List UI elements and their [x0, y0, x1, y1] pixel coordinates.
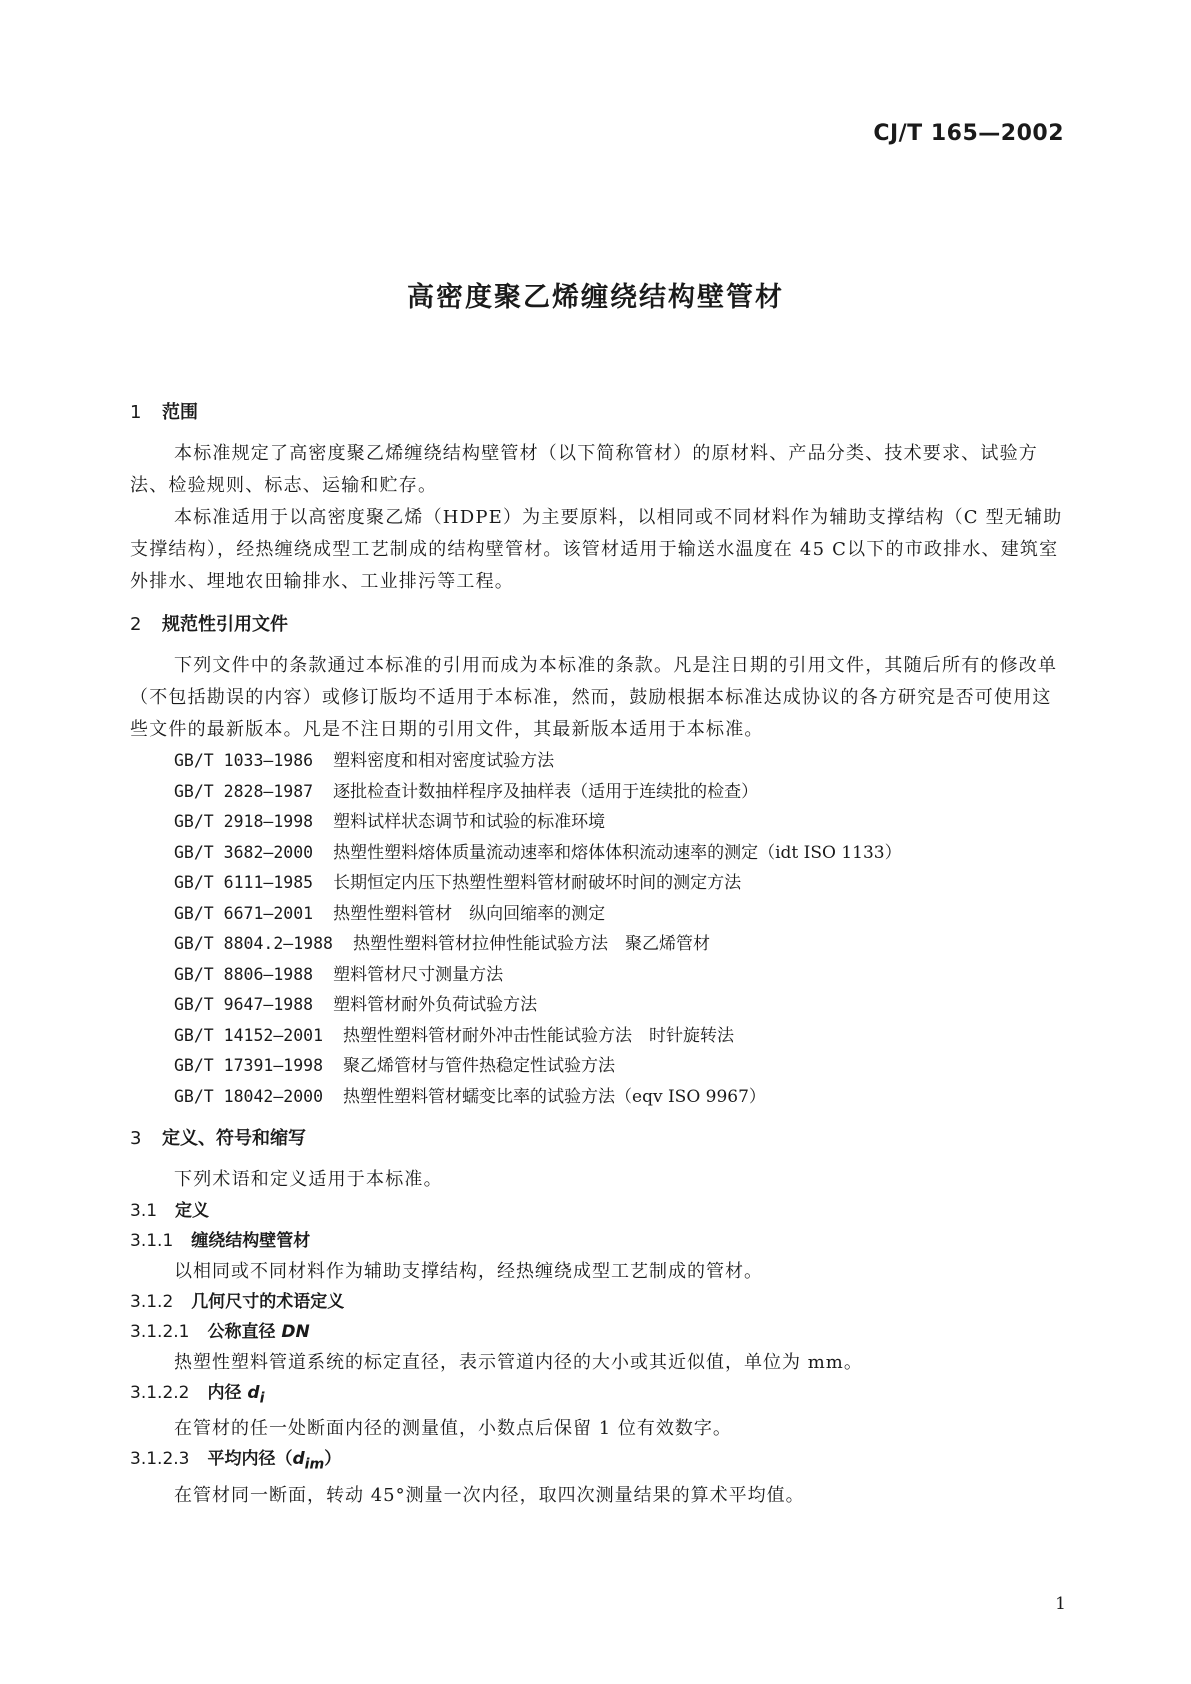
clause-3-1-heading — [130, 1196, 1070, 1226]
clause-title: 内径 — [207, 1383, 248, 1403]
document-title: 高密度聚乙烯缠绕结构壁管材 — [407, 282, 784, 313]
clause-3-1-2-3-body: 在管材同一断面，转动 45°测量一次内径，取四次测量结果的算术平均值。 — [174, 1484, 805, 1506]
reference-item — [174, 1051, 1070, 1082]
section-number: 3 — [130, 1128, 142, 1149]
reference-code: GB/T 17391—1998 — [174, 1056, 324, 1075]
reference-title: 热塑性塑料管材拉伸性能试验方法 聚乙烯管材 — [352, 934, 710, 954]
reference-list — [174, 746, 1070, 1112]
clause-title: 平均内径（ — [207, 1449, 293, 1470]
reference-title: 塑料管材尺寸测量方法 — [333, 964, 504, 985]
standard-number: CJ/T 165—2002 — [873, 121, 1064, 146]
clause-symbol: d — [292, 1449, 305, 1470]
clause-symbol-subscript: im — [304, 1456, 325, 1473]
reference-item — [174, 1021, 1070, 1052]
reference-title: 塑料管材耐外负荷试验方法 — [333, 995, 538, 1015]
reference-code: GB/T 18042—2000 — [174, 1086, 324, 1106]
reference-title: 聚乙烯管材与管件热稳定性试验方法 — [343, 1056, 616, 1076]
clause-number: 3.1.2.3 — [130, 1449, 190, 1470]
clause-symbol: DN — [281, 1322, 310, 1342]
section-title: 定义、符号和缩写 — [162, 1128, 306, 1149]
reference-item — [174, 868, 1070, 899]
section-1-heading — [130, 398, 1070, 428]
reference-code: GB/T 14152—2001 — [174, 1025, 324, 1045]
clause-3-1-2-1-heading — [130, 1317, 1070, 1347]
clause-3-1-2-3-heading — [130, 1444, 1070, 1479]
reference-code: GB/T 6111—1985 — [174, 873, 314, 892]
reference-title: 长期恒定内压下热塑性塑料管材耐破坏时间的测定方法 — [333, 873, 742, 893]
clause-3-1-1-heading — [130, 1226, 1070, 1256]
reference-code: GB/T 6671—2001 — [174, 903, 314, 923]
section-number: 2 — [130, 614, 142, 635]
clause-3-1-2-2-heading — [130, 1378, 1070, 1413]
reference-title: 热塑性塑料管材蠕变比率的试验方法（eqv ISO 9967） — [343, 1086, 766, 1107]
section-3-paragraph-1: 下列术语和定义适用于本标准。 — [174, 1169, 443, 1190]
reference-item — [174, 929, 1070, 960]
clause-number: 3.1.2.2 — [130, 1383, 190, 1403]
clause-title: 公称直径 — [207, 1322, 282, 1342]
clause-3-1-2-heading — [130, 1287, 1070, 1317]
reference-title: 热塑性塑料管材 纵向回缩率的测定 — [333, 903, 606, 924]
clause-symbol: d — [247, 1383, 260, 1403]
reference-item — [174, 777, 1070, 808]
reference-title: 热塑性塑料管材耐外冲击性能试验方法 时针旋转法 — [343, 1025, 735, 1046]
section-1-paragraph-2: 本标准适用于以高密度聚乙烯（HDPE）为主要原料，以相同或不同材料作为辅助支撑结构（C 型无辅助支撑结构），经热缠绕成型工艺制成的结构壁管材。该管材适用于输送水温度在 45 C以下的市政排水、建筑室外排水、埋地农田输排水、工业排污等工程。 — [130, 507, 1063, 592]
section-2-paragraph-1: 下列文件中的条款通过本标准的引用而成为本标准的条款。凡是注日期的引用文件，其随后所有的修改单（不包括勘误的内容）或修订版均不适用于本标准，然而，鼓励根据本标准达成协议的各方研究是否可使用这些文件的最新版本。凡是不注日期的引用文件，其最新版本适用于本标准。 — [130, 655, 1058, 740]
section-title: 规范性引用文件 — [162, 614, 288, 635]
reference-item — [174, 746, 1070, 777]
clause-title: 定义 — [175, 1201, 210, 1221]
reference-code: GB/T 2918—1998 — [174, 812, 314, 831]
reference-code: GB/T 8806—1988 — [174, 964, 314, 984]
reference-title: 热塑性塑料熔体质量流动速率和熔体体积流动速率的测定（idt ISO 1133） — [333, 842, 902, 863]
reference-item — [174, 1082, 1070, 1113]
clause-title: 缠绕结构壁管材 — [191, 1231, 311, 1251]
reference-item — [174, 960, 1070, 991]
clause-title-close: ） — [324, 1449, 342, 1470]
document-body — [130, 398, 1070, 1511]
reference-code: GB/T 3682—2000 — [174, 842, 314, 862]
clause-symbol-subscript: i — [259, 1390, 265, 1407]
clause-3-1-2-2-body: 在管材的任一处断面内径的测量值，小数点后保留 1 位有效数字。 — [174, 1418, 732, 1440]
section-2-heading — [130, 610, 1070, 640]
reference-code: GB/T 1033—1986 — [174, 751, 314, 770]
reference-title: 逐批检查计数抽样程序及抽样表（适用于连续批的检查） — [333, 781, 759, 802]
section-3-heading — [130, 1124, 1070, 1154]
section-number: 1 — [130, 402, 142, 423]
reference-code: GB/T 2828—1987 — [174, 781, 314, 801]
clause-number: 3.1.2 — [130, 1292, 174, 1312]
clause-title: 几何尺寸的术语定义 — [191, 1292, 345, 1312]
reference-item — [174, 838, 1070, 869]
reference-code: GB/T 9647—1988 — [174, 995, 314, 1014]
reference-title: 塑料试样状态调节和试验的标准环境 — [333, 812, 606, 832]
page-number: 1 — [1055, 1594, 1066, 1614]
clause-3-1-2-1-body: 热塑性塑料管道系统的标定直径，表示管道内径的大小或其近似值，单位为 mm。 — [174, 1352, 863, 1373]
clause-number: 3.1 — [130, 1201, 158, 1221]
reference-title: 塑料密度和相对密度试验方法 — [333, 751, 555, 771]
section-title: 范围 — [162, 402, 198, 423]
reference-code: GB/T 8804.2—1988 — [174, 934, 333, 953]
clause-3-1-1-body: 以相同或不同材料作为辅助支撑结构，经热缠绕成型工艺制成的管材。 — [174, 1261, 763, 1282]
reference-item — [174, 807, 1070, 838]
reference-item — [174, 899, 1070, 930]
section-1-paragraph-1: 本标准规定了高密度聚乙烯缠绕结构壁管材（以下简称管材）的原材料、产品分类、技术要求、试验方法、检验规则、标志、运输和贮存。 — [130, 443, 1038, 496]
clause-number: 3.1.2.1 — [130, 1322, 190, 1342]
reference-item — [174, 990, 1070, 1021]
clause-number: 3.1.1 — [130, 1231, 174, 1251]
